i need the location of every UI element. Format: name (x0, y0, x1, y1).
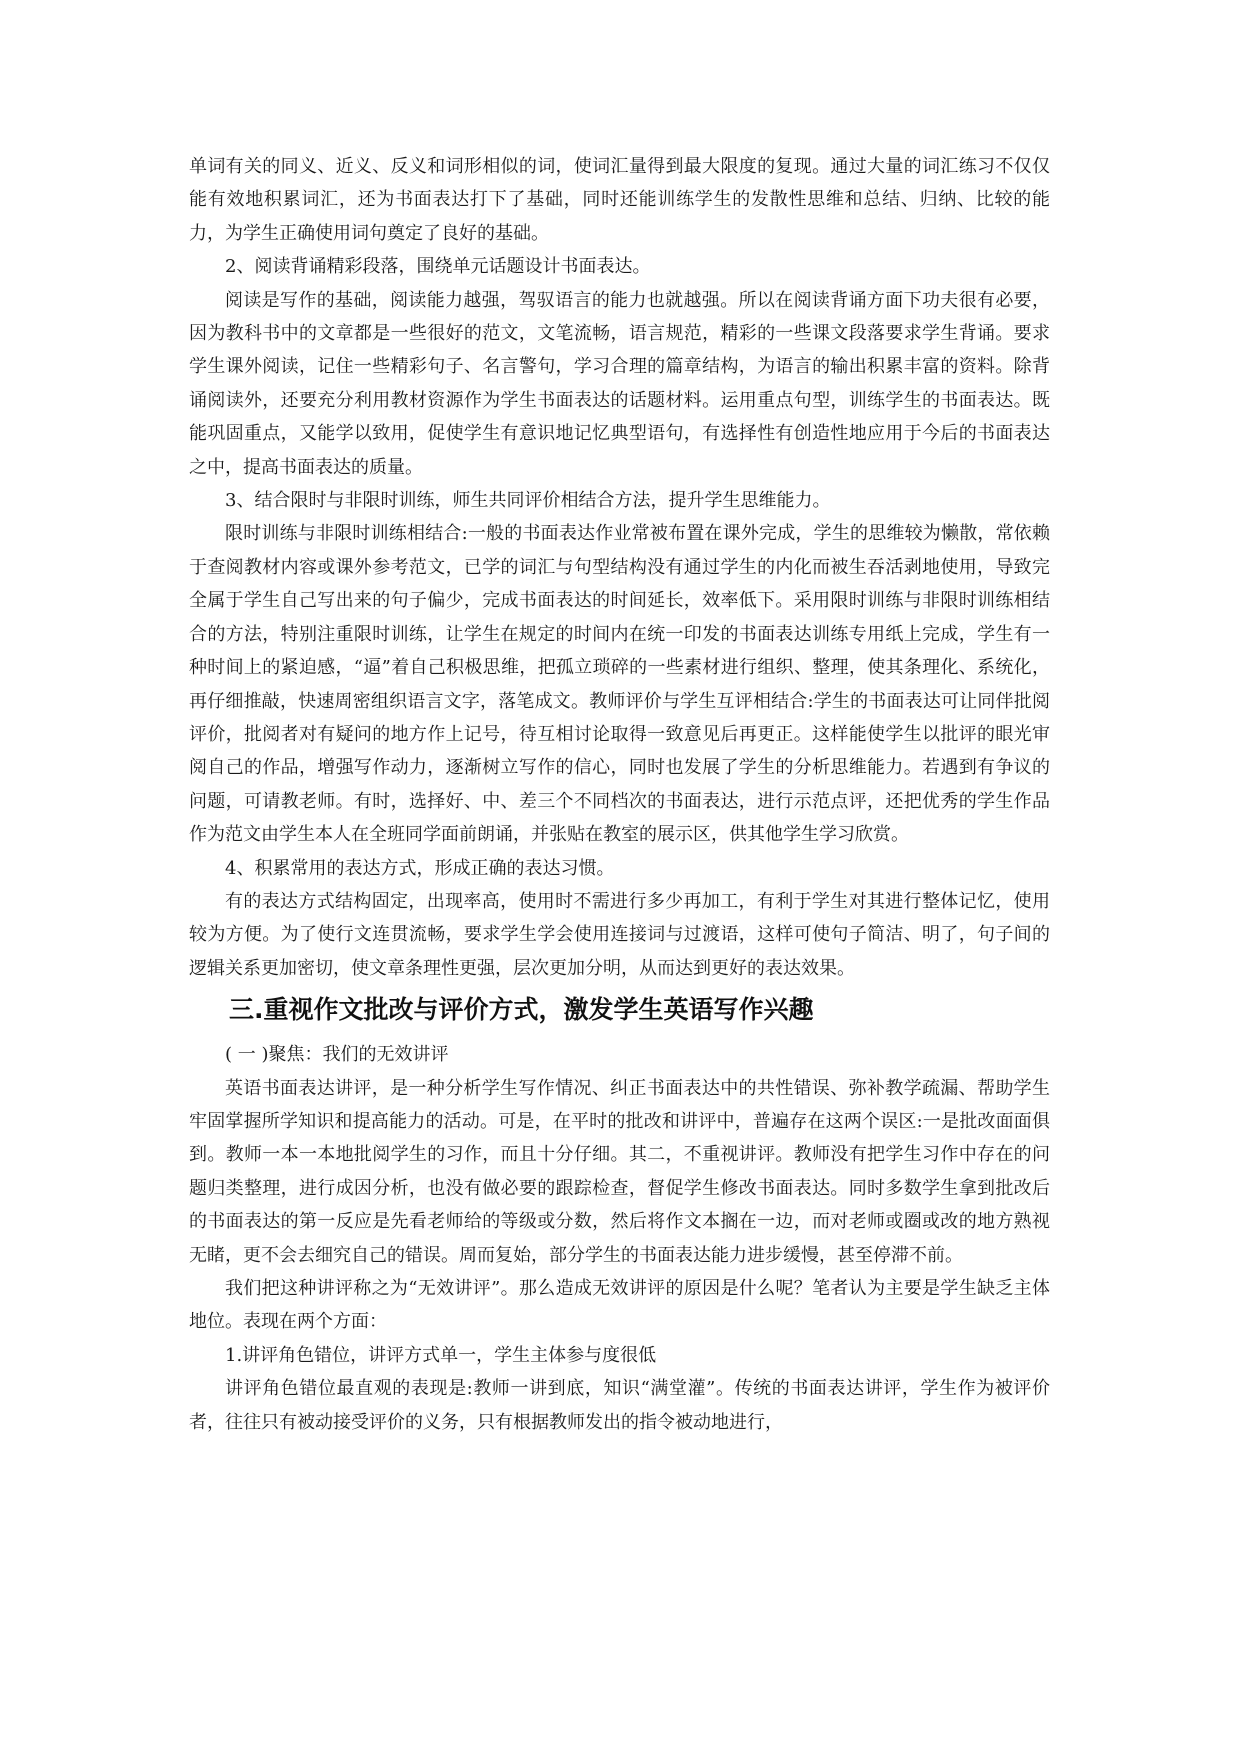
paragraph: 有的表达方式结构固定，出现率高，使用时不需进行多少再加工，有利于学生对其进行整体记忆，使用较为方便。为了使行文连贯流畅，要求学生学会使用连接词与过渡语，这样可使句子简洁、明了，句子间的逻辑关系更加密切，使文章条理性更强，层次更加分明，从而达到更好的表达效果。 (189, 890, 1050, 979)
section-heading: 三.重视作文批改与评价方式，激发学生英语写作兴趣 (229, 995, 814, 1025)
paragraph: 单词有关的同义、近义、反义和词形相似的词，使词汇量得到最大限度的复现。通过大量的词汇练习不仅仅能有效地积累词汇，还为书面表达打下了基础，同时还能训练学生的发散性思维和总结、归纳、比较的能力，为学生正确使用词句奠定了良好的基础。 (189, 156, 1050, 244)
paragraph: 限时训练与非限时训练相结合:一般的书面表达作业常被布置在课外完成，学生的思维较为懒散，常依赖于查阅教材内容或课外参考范文，已学的词汇与句型结构没有通过学生的内化而被生吞活剥地使用，导致完全属于学生自己写出来的句子偏少，完成书面表达的时间延长，效率低下。采用限时训练与非限时训练相结合的方法，特别注重限时训练，让学生在规定的时间内在统一印发的书面表达训练专用纸上完成，学生有一种时间上的紧迫感，“逼”着自己积极思维，把孤立琐碎的一些素材进行组织、整理，使其条理化、系统化，再仔细推敲，快速周密组织语言文字，落笔成文。教师评价与学生互评相结合:学生的书面表达可让同伴批阅评价，批阅者对有疑问的地方作上记号，待互相讨论取得一致意见后再更正。这样能使学生以批评的眼光审阅自己的作品，增强写作动力，逐渐树立写作的信心，同时也发展了学生的分析思维能力。若遇到有争议的问题，可请教老师。有时，选择好、中、差三个不同档次的书面表达，进行示范点评，还把优秀的学生作品作为范文由学生本人在全班同学面前朗诵，并张贴在教室的展示区，供其他学生学习欣赏。 (189, 523, 1050, 846)
paragraph: 英语书面表达讲评，是一种分析学生写作情况、纠正书面表达中的共性错误、弥补教学疏漏、帮助学生牢固掌握所学知识和提高能力的活动。可是，在平时的批改和讲评中，普遍存在这两个误区:一是批改面面俱到。教师一本一本地批阅学生的习作，而且十分仔细。其二，不重视讲评。教师没有把学生习作中存在的问题归类整理，进行成因分析，也没有做必要的跟踪检查，督促学生修改书面表达。同时多数学生拿到批改后的书面表达的第一反应是先看老师给的等级或分数，然后将作文本搁在一边，而对老师或圈或改的地方熟视无睹，更不会去细究自己的错误。周而复始，部分学生的书面表达能力进步缓慢，甚至停滞不前。 (189, 1077, 1050, 1266)
paragraph: 讲评角色错位最直观的表现是:教师一讲到底，知识“满堂灌”。传统的书面表达讲评，学生作为被评价者，往往只有被动接受评价的义务，只有根据教师发出的指令被动地进行， (189, 1378, 1050, 1433)
document-body (189, 150, 1050, 1439)
subsection-heading: 2、阅读背诵精彩段落，围绕单元话题设计书面表达。 (225, 256, 651, 278)
subsection-heading: 1.讲评角色错位，讲评方式单一，学生主体参与度很低 (225, 1344, 657, 1366)
subsection-heading: 4、积累常用的表达方式，形成正确的表达习惯。 (225, 857, 615, 879)
subsection-heading: 3、结合限时与非限时训练，师生共同评价相结合方法，提升学生思维能力。 (225, 490, 831, 512)
paragraph: 我们把这种讲评称之为“无效讲评”。那么造成无效讲评的原因是什么呢？笔者认为主要是学生缺乏主体地位。表现在两个方面： (189, 1278, 1050, 1333)
subsection-heading: ( 一 )聚焦：我们的无效讲评 (225, 1044, 449, 1066)
paragraph: 阅读是写作的基础，阅读能力越强，驾驭语言的能力也就越强。所以在阅读背诵方面下功夫很有必要，因为教科书中的文章都是一些很好的范文，文笔流畅，语言规范，精彩的一些课文段落要求学生背诵。要求学生课外阅读，记住一些精彩句子、名言警句，学习合理的篇章结构，为语言的输出积累丰富的资料。除背诵阅读外，还要充分利用教材资源作为学生书面表达的话题材料。运用重点句型，训练学生的书面表达。既能巩固重点，又能学以致用，促使学生有意识地记忆典型语句，有选择性有创造性地应用于今后的书面表达之中，提高书面表达的质量。 (189, 289, 1050, 478)
